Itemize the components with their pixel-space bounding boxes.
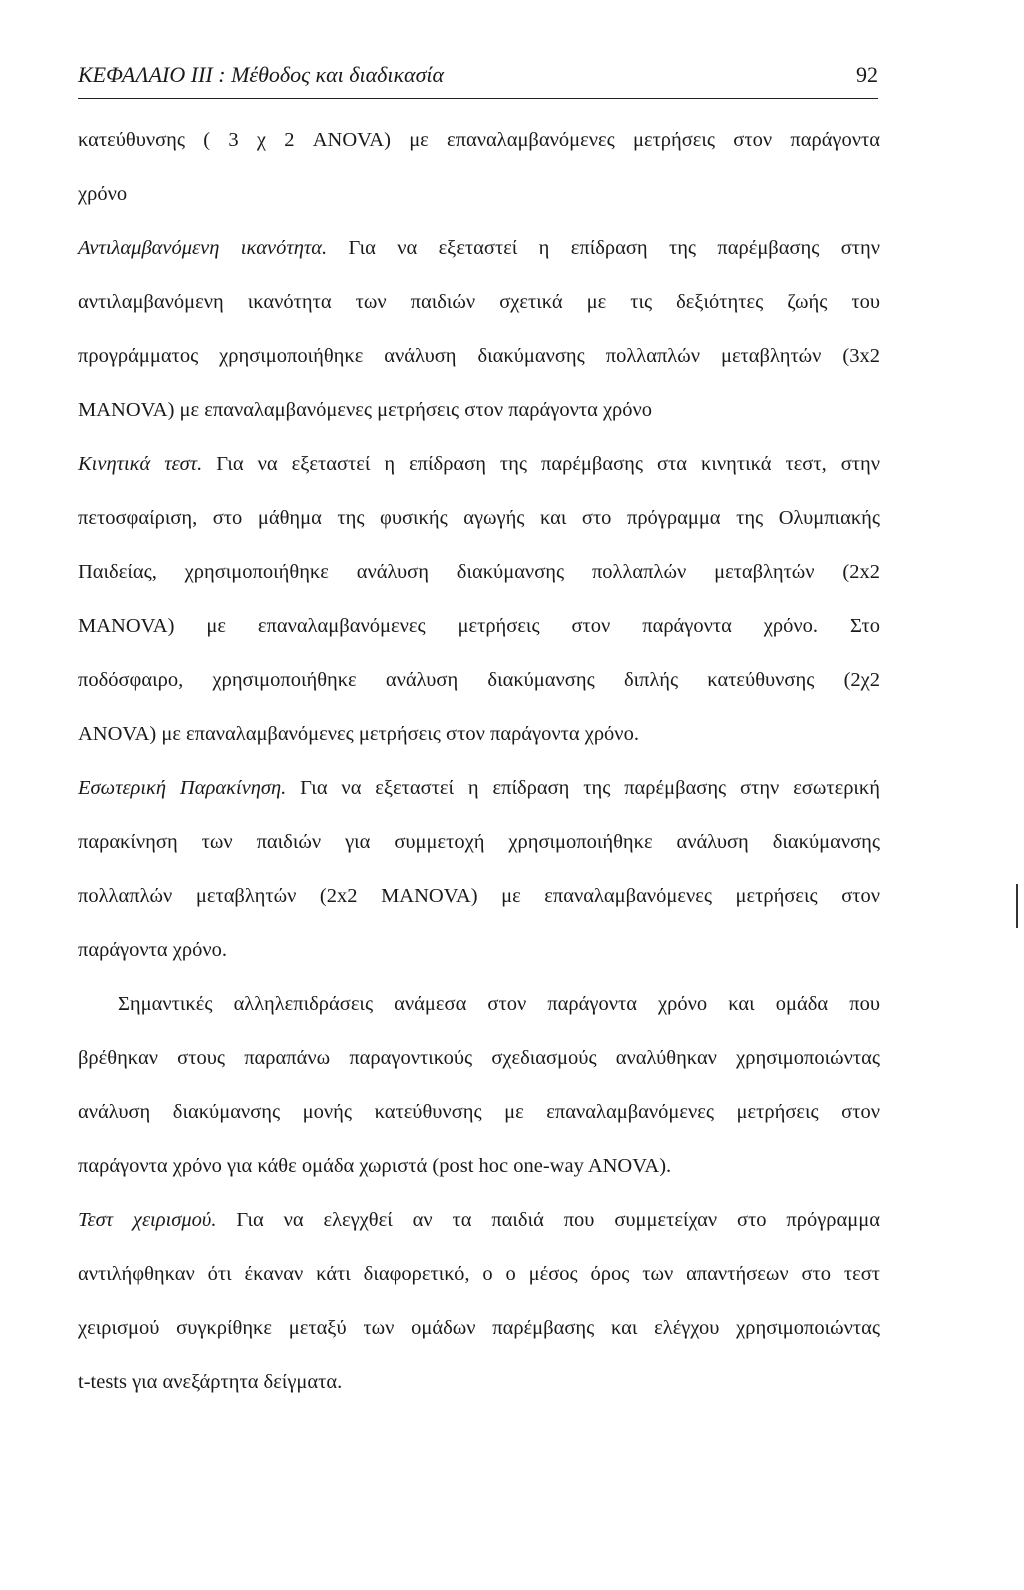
text-line: ανάλυση διακύμανσης μονής κατεύθυνσης με επαναλαμβανόμενες μετρήσεις στον [78, 1101, 880, 1123]
section-heading: Αντιλαμβανόμενη ικανότητα. [78, 237, 328, 259]
text-line [78, 776, 880, 800]
text-line: χρόνο [78, 183, 128, 205]
scan-edge-mark [1016, 884, 1018, 928]
text-span: Για να εξεταστεί η επίδραση της παρέμβασης στην εσωτερική [286, 777, 880, 799]
text-line: αντιλήφθηκαν ότι έκαναν κάτι διαφορετικό, ο ο μέσος όρος των απαντήσεων στο τεστ [78, 1263, 880, 1285]
text-line [78, 236, 880, 260]
text-line: t-tests για ανεξάρτητα δείγματα. [78, 1371, 343, 1393]
text-span: Για να εξεταστεί η επίδραση της παρέμβασης στην [327, 237, 880, 259]
text-line: ποδόσφαιρο, χρησιμοποιήθηκε ανάλυση διακύμανσης διπλής κατεύθυνσης (2χ2 [78, 669, 880, 691]
text-span: Για να εξεταστεί η επίδραση της παρέμβασης στα κινητικά τεστ, στην [202, 453, 880, 475]
text-line: παράγοντα χρόνο για κάθε ομάδα χωριστά (post hoc one-way ANOVA). [78, 1155, 672, 1177]
text-line: πετοσφαίριση, στο μάθημα της φυσικής αγωγής και στο πρόγραμμα της Ολυμπιακής [78, 507, 880, 529]
text-span: Για να ελεγχθεί αν τα παιδιά που συμμετείχαν στο πρόγραμμα [216, 1209, 881, 1231]
text-line: κατεύθυνσης ( 3 χ 2 ANOVA) με επαναλαμβανόμενες μετρήσεις στον παράγοντα [78, 129, 880, 151]
text-line: χειρισμού συγκρίθηκε μεταξύ των ομάδων παρέμβασης και ελέγχου χρησιμοποιώντας [78, 1317, 880, 1339]
text-line: MANOVA) με επαναλαμβανόμενες μετρήσεις στον παράγοντα χρόνο. Στο [78, 615, 880, 637]
section-heading: Κινητικά τεστ. [78, 453, 203, 475]
text-line: Σημαντικές αλληλεπιδράσεις ανάμεσα στον παράγοντα χρόνο και ομάδα που [118, 993, 880, 1015]
text-line: ANOVA) με επαναλαμβανόμενες μετρήσεις στον παράγοντα χρόνο. [78, 723, 639, 745]
section-heading: Εσωτερική Παρακίνηση. [78, 777, 287, 799]
text-line: παρακίνηση των παιδιών για συμμετοχή χρησιμοποιήθηκε ανάλυση διακύμανσης [78, 831, 880, 853]
text-line [78, 452, 880, 476]
page-number: 92 [856, 62, 878, 87]
text-line: προγράμματος χρησιμοποιήθηκε ανάλυση διακύμανσης πολλαπλών μεταβλητών (3x2 [78, 345, 880, 367]
text-line: Παιδείας, χρησιμοποιήθηκε ανάλυση διακύμανσης πολλαπλών μεταβλητών (2x2 [78, 561, 880, 583]
text-line [78, 1208, 880, 1232]
chapter-title: ΚΕΦΑΛΑΙΟ ΙΙΙ : Μέθοδος και διαδικασία [78, 62, 445, 87]
text-line: παράγοντα χρόνο. [78, 939, 227, 961]
running-header [78, 58, 878, 99]
text-line: MANOVA) με επαναλαμβανόμενες μετρήσεις στον παράγοντα χρόνο [78, 399, 653, 421]
text-line: βρέθηκαν στους παραπάνω παραγοντικούς σχεδιασμούς αναλύθηκαν χρησιμοποιώντας [78, 1047, 880, 1069]
section-heading: Τεστ χειρισμού. [78, 1209, 217, 1231]
text-line: πολλαπλών μεταβλητών (2x2 MANOVA) με επαναλαμβανόμενες μετρήσεις στον [78, 885, 880, 907]
text-line: αντιλαμβανόμενη ικανότητα των παιδιών σχετικά με τις δεξιότητες ζωής του [78, 291, 880, 313]
